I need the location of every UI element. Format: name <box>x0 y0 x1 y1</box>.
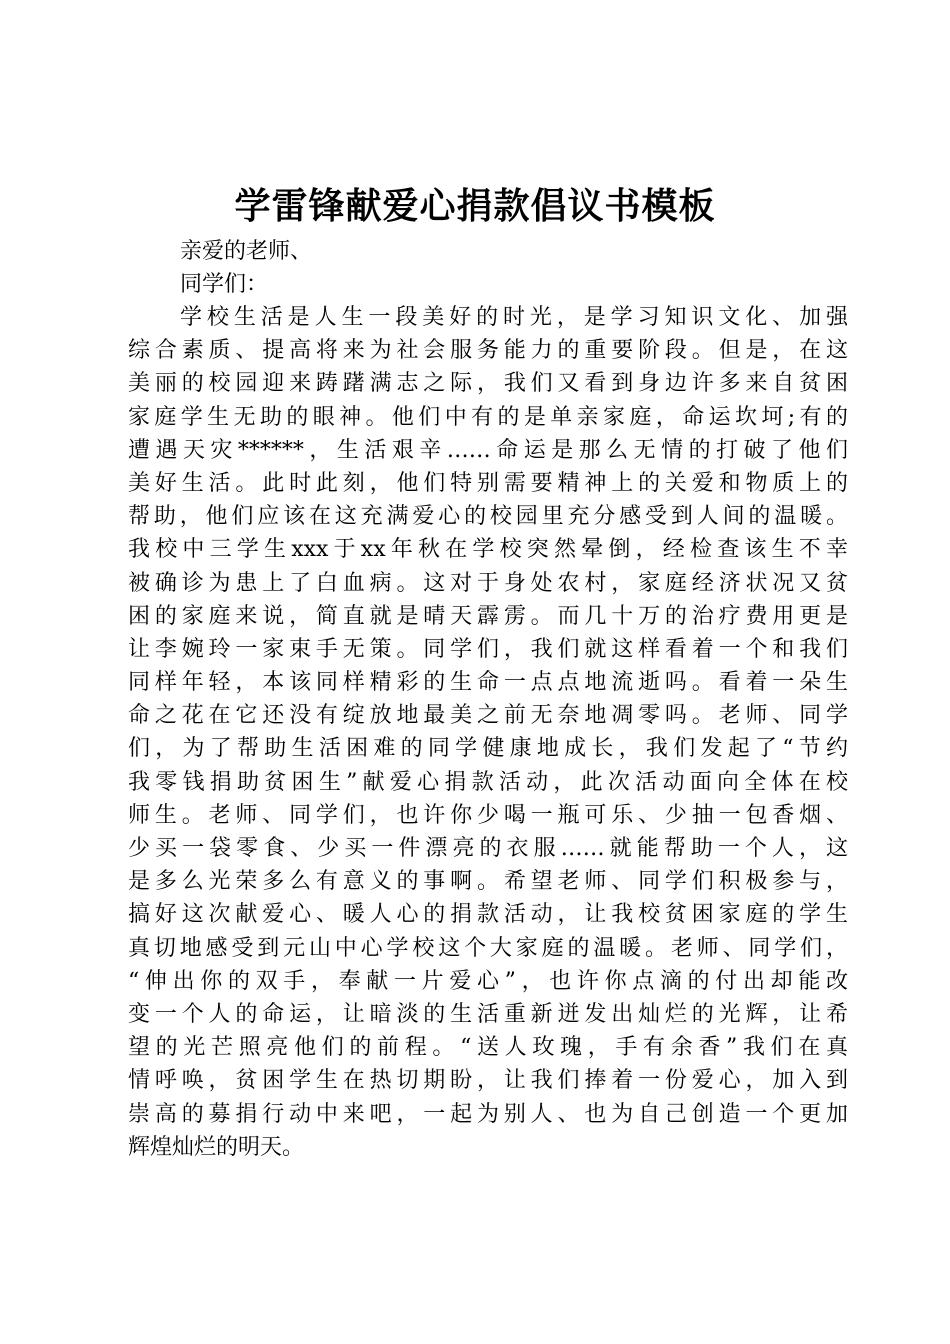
paragraph-line: 变一个人的命运，让暗淡的生活重新迸发出灿烂的光辉，让希 <box>128 1001 848 1027</box>
paragraph-line: 遭遇天灾******，生活艰辛……命运是那么无情的打破了他们 <box>128 437 848 463</box>
paragraph-line: 辉煌灿烂的明天。 <box>128 1134 305 1160</box>
paragraph-line: 综合素质、提高将来为社会服务能力的重要阶段。但是，在这 <box>128 338 848 364</box>
paragraph-line: 望的光芒照亮他们的前程。“送人玫瑰，手有余香”我们在真 <box>128 1035 848 1061</box>
salutation-line-1: 亲爱的老师、 <box>180 239 313 264</box>
paragraph-line: 美丽的校园迎来踌躇满志之际，我们又看到身边许多来自贫困 <box>128 371 848 397</box>
paragraph-line: 搞好这次献爱心、暖人心的捐款活动，让我校贫困家庭的学生 <box>128 902 848 928</box>
paragraph-line: 崇高的募捐行动中来吧，一起为别人、也为自己创造一个更加 <box>128 1101 848 1127</box>
paragraph-line: 我零钱捐助贫困生”献爱心捐款活动，此次活动面向全体在校 <box>128 769 848 795</box>
paragraph-line: 师生。老师、同学们，也许你少喝一瓶可乐、少抽一包香烟、 <box>128 802 848 828</box>
body-paragraph <box>128 301 848 1164</box>
paragraph-line: 是多么光荣多么有意义的事啊。希望老师、同学们积极参与， <box>128 869 848 895</box>
paragraph-line: 真切地感受到元山中心学校这个大家庭的温暖。老师、同学们， <box>128 935 848 961</box>
paragraph-line: 帮助，他们应该在这充满爱心的校园里充分感受到人间的温暖。 <box>128 504 848 530</box>
paragraph-line: 让李婉玲一家束手无策。同学们，我们就这样看着一个和我们 <box>128 636 848 662</box>
paragraph-line: “伸出你的双手，奉献一片爱心”，也许你点滴的付出却能改 <box>128 968 848 994</box>
paragraph-line: 们，为了帮助生活困难的同学健康地成长，我们发起了“节约 <box>128 736 848 762</box>
paragraph-line: 学校生活是人生一段美好的时光，是学习知识文化、加强 <box>180 305 848 330</box>
salutation-line-2: 同学们： <box>180 272 269 297</box>
paragraph-line: 困的家庭来说，简直就是晴天霹雳。而几十万的治疗费用更是 <box>128 603 848 629</box>
paragraph-line: 我校中三学生xxx于xx年秋在学校突然晕倒，经检查该生不幸 <box>128 537 848 563</box>
document-title: 学雷锋献爱心捐款倡议书模板 <box>234 186 716 227</box>
paragraph-line: 被确诊为患上了白血病。这对于身处农村，家庭经济状况又贫 <box>128 570 848 596</box>
paragraph-line: 同样年轻，本该同样精彩的生命一点点地流逝吗。看着一朵生 <box>128 670 848 696</box>
paragraph-line: 美好生活。此时此刻，他们特别需要精神上的关爱和物质上的 <box>128 470 848 496</box>
paragraph-line: 情呼唤，贫困学生在热切期盼，让我们捧着一份爱心，加入到 <box>128 1068 848 1094</box>
paragraph-line: 少买一袋零食、少买一件漂亮的衣服……就能帮助一个人，这 <box>128 836 848 861</box>
paragraph-line: 家庭学生无助的眼神。他们中有的是单亲家庭，命运坎坷;有的 <box>128 404 848 430</box>
paragraph-line: 命之花在它还没有绽放地最美之前无奈地凋零吗。老师、同学 <box>128 703 848 729</box>
